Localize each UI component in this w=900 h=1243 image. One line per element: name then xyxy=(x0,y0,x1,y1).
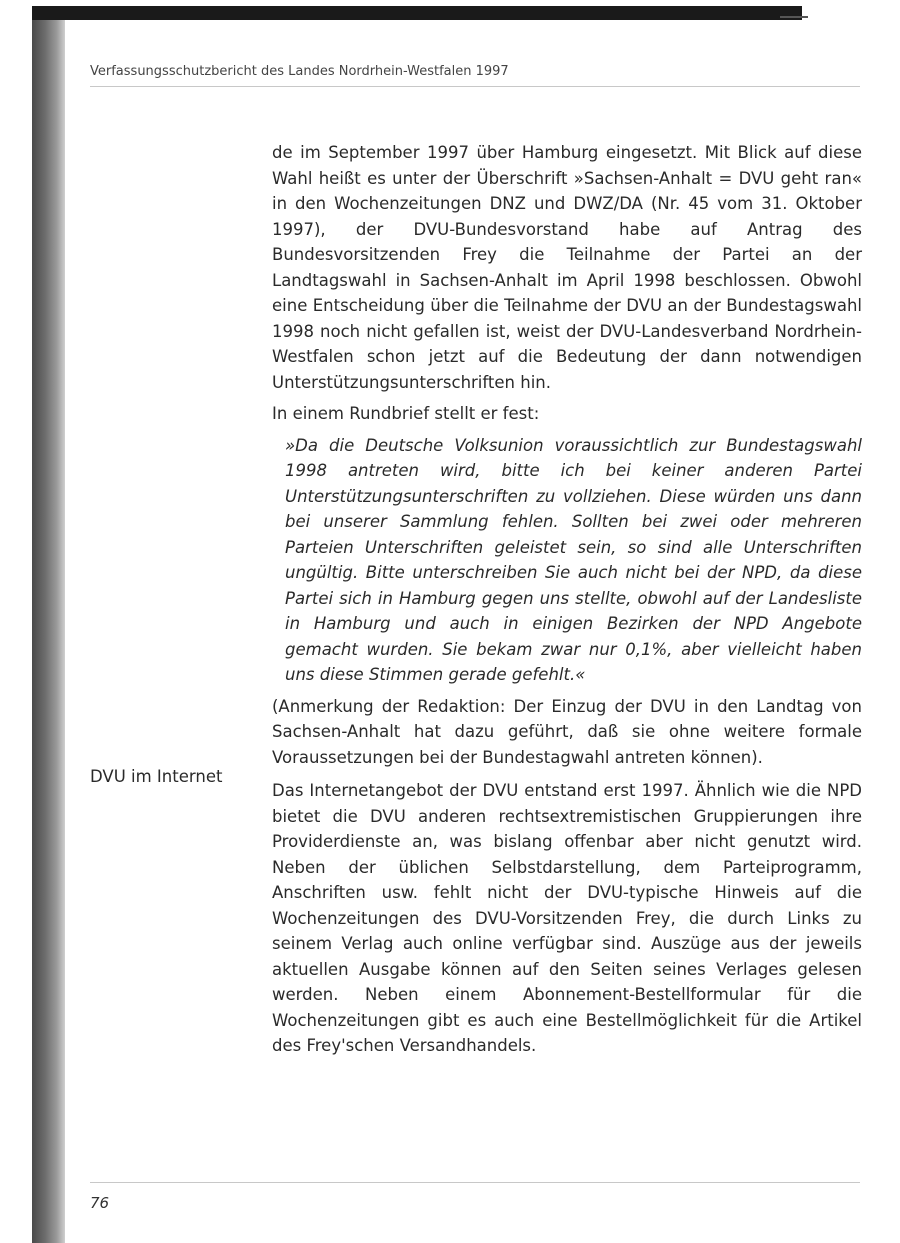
page-number: 76 xyxy=(90,1194,110,1212)
quote-rundbrief: »Da die Deutsche Volksunion voraussichtlich zur Bundestagswahl 1998 antreten wird, bitte ich bei keiner anderen Partei Unterstützungsunterschriften zu vollziehen. Diese würden uns dann bei unserer Sammlung fehlen. Sollten bei zwei oder mehreren Parteien Unterschriften geleistet sein, so sind alle Unterschriften ungültig. Bitte unterschreiben Sie auch nicht bei der NPD, da diese Partei sich in Hamburg gegen uns stellte, obwohl auf der Landesliste in Hamburg und auch in einigen Bezirken der NPD Angebote gemacht wurden. Sie bekam zwar nur 0,1%, aber vielleicht haben uns diese Stimmen gerade gefehlt.« xyxy=(285,435,862,684)
footer-rule xyxy=(90,1182,860,1183)
main-text-column xyxy=(272,140,862,1059)
paragraph-intro: de im September 1997 über Hamburg eingesetzt. Mit Blick auf diese Wahl heißt es unter der Überschrift »Sachsen-Anhalt = DVU geht ran« in den Wochenzeitungen DNZ und DWZ/DA (Nr. 45 vom 31. Oktober 1997), der DVU-Bundesvorstand habe auf Antrag des Bundesvorsitzenden Frey die Teilnahme der Partei an der Landtagswahl in Sachsen-Anhalt im April 1998 beschlossen. Obwohl eine Entscheidung über die Teilnahme der DVU an der Bundestagswahl 1998 noch nicht gefallen ist, weist der DVU-Landesverband Nordrhein-Westfalen schon jetzt auf die Bedeutung der dann notwendigen Unterstützungsunterschriften hin. xyxy=(272,143,862,392)
running-header: Verfassungsschutzbericht des Landes Nordrhein-Westfalen 1997 xyxy=(90,64,509,79)
paragraph-internet: Das Internetangebot der DVU entstand erst 1997. Ähnlich wie die NPD bietet die DVU anderen rechtsextremistischen Gruppierungen ihre Providerdienste an, was bislang offenbar aber nicht genutzt wird. Neben der üblichen Selbstdarstellung, dem Parteiprogramm, Anschriften usw. fehlt nicht der DVU-typische Hinweis auf die Wochenzeitungen des DVU-Vorsitzenden Frey, die durch Links zu seinem Verlag auch online verfügbar sind. Auszüge aus der jeweils aktuellen Ausgabe können auf den Seiten seines Verlages gelesen werden. Neben einem Abonnement-Bestellformular für die Wochenzeitungen gibt es auch eine Bestellmöglichkeit für die Artikel des Frey'schen Versandhandels. xyxy=(272,781,862,1055)
margin-heading-dvu-internet: DVU im Internet xyxy=(90,767,223,786)
paragraph-lead: In einem Rundbrief stellt er fest: xyxy=(272,404,540,423)
paragraph-editor-note: (Anmerkung der Redaktion: Der Einzug der DVU in den Landtag von Sachsen-Anhalt hat dazu geführt, daß sie ohne weitere formale Voraussetzungen bei der Bundestagwahl antreten können). xyxy=(272,696,862,767)
top-edge-bar-tail xyxy=(780,16,808,18)
scan-spine-shadow xyxy=(32,20,65,1243)
header-rule xyxy=(90,86,860,87)
top-edge-bar xyxy=(32,6,802,20)
